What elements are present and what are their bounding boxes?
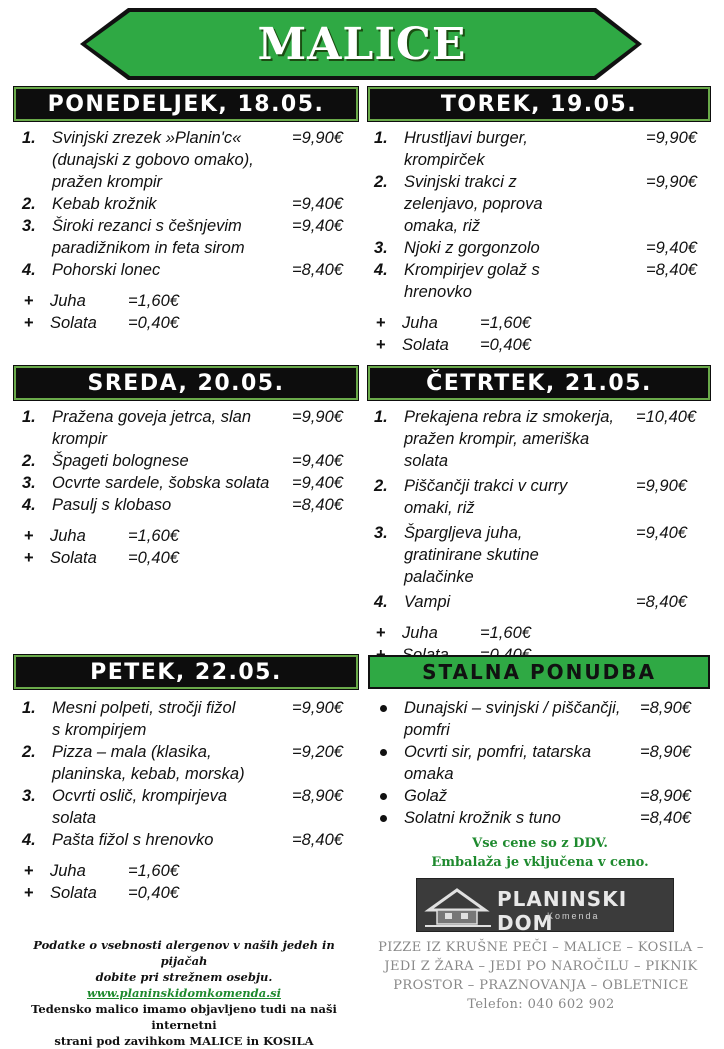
menu-item: Golaž =8,90€ xyxy=(374,785,708,807)
friday-menu xyxy=(22,697,360,904)
plus-icon: + xyxy=(24,527,34,545)
bullet-icon xyxy=(380,705,387,712)
item-number: 3. xyxy=(22,217,36,235)
menu-item xyxy=(22,193,360,215)
permanent-menu xyxy=(374,697,708,829)
monday-menu xyxy=(22,127,360,334)
menu-item: 4. Krompirjev golaž s hrenovko =8,40€ xyxy=(374,261,697,301)
menu-item: 3. Njoki z gorgonzolo =9,40€ xyxy=(374,239,697,257)
vat-note: Vse cene so z DDV. Embalaža je vključena v ceno. xyxy=(431,836,649,870)
menu-item: 3. Ocvrti oslič, krompirjeva solata =8,90€ xyxy=(22,787,343,827)
menu-item: 4. Vampi =8,40€ xyxy=(374,593,687,611)
item-price: =8,40€ xyxy=(292,261,343,279)
menu-item: 1. Hrustljavi burger, krompirček =9,90€ xyxy=(374,129,697,169)
plus-icon: + xyxy=(24,292,34,310)
plus-icon: + xyxy=(24,862,34,880)
bullet-icon xyxy=(380,815,387,822)
plus-icon: + xyxy=(376,336,386,354)
plus-icon: + xyxy=(24,884,34,902)
extra-salad: + Solata =0,40€ xyxy=(376,336,531,354)
item-price: =9,90€ xyxy=(292,129,343,147)
monday-header: PONEDELJEK, 18.05. xyxy=(14,87,358,121)
menu-item: 1. Mesni polpeti, stročji fižol s krompirjem =9,90€ xyxy=(22,699,343,739)
allergen-footnote: Podatke o vsebnosti alergenov v naših jedeh in pijačah dobite pri strežnem osebju. www.planinskidomkomenda.si Tedensko malico imamo objavljeno tudi na naši internetni strani pod zavihkom MALICE in KOSILA xyxy=(31,938,337,1048)
planinski-dom-logo xyxy=(416,878,674,935)
extra-soup: + Juha =1,60€ xyxy=(24,862,179,880)
logo-subtitle: Komenda xyxy=(547,911,600,921)
menu-item: 3. Ocvrte sardele, šobska solata =9,40€ xyxy=(22,474,343,492)
item-number: 1. xyxy=(22,129,36,147)
plus-icon: + xyxy=(24,314,34,332)
item-number: 2. xyxy=(22,195,36,213)
menu-item: 2. Svinjski trakci z zelenjavo, poprova omaka, riž =9,90€ xyxy=(374,173,697,235)
friday-header: PETEK, 22.05. xyxy=(14,655,358,689)
menu-item: 2. Špageti bolognese =9,40€ xyxy=(22,452,343,470)
logo-name: PLANINSKI DOM xyxy=(497,887,628,935)
menu-item xyxy=(22,215,360,259)
tagline xyxy=(374,938,708,1014)
menu-item: 2. Piščančji trakci v curry omaki, riž =9,90€ xyxy=(374,477,687,517)
menu-item: Ocvrti sir, pomfri, tatarska omaka =8,90€ xyxy=(374,741,708,785)
menu-item xyxy=(22,259,360,281)
item-price: =9,40€ xyxy=(292,217,343,235)
item-text: Široki rezanci s češnjevim paradižnikom in feta sirom xyxy=(52,217,245,257)
permanent-offer-header: STALNA PONUDBA xyxy=(368,655,710,689)
thursday-header: ČETRTEK, 21.05. xyxy=(368,366,710,400)
cabin-icon xyxy=(423,880,493,930)
menu-item: 2. Pizza – mala (klasika, planinska, kebab, morska) =9,20€ xyxy=(22,743,343,783)
bullet-icon xyxy=(380,793,387,800)
menu-item: Dunajski – svinjski / piščančji, pomfri =8,90€ xyxy=(374,697,708,741)
menu-item: 4. Pašta fižol s hrenovko =8,40€ xyxy=(22,831,343,849)
item-number: 4. xyxy=(22,261,36,279)
menu-item: 4. Pasulj s klobaso =8,40€ xyxy=(22,496,343,514)
website-link[interactable]: www.planinskidomkomenda.si xyxy=(86,986,281,1000)
services-text: PIZZE IZ KRUŠNE PEČI – MALICE – KOSILA – JEDI Z ŽARA – JEDI PO NAROČILU – PIKNIK PROSTOR – PRAZNOVANJA – OBLETNICE xyxy=(378,940,704,993)
thursday-menu xyxy=(374,406,708,666)
item-text: Svinjski zrezek »Planin'c« (dunajski z gobovo omako), pražen krompir xyxy=(52,129,254,191)
menu-item: Solatni krožnik s tuno =8,40€ xyxy=(374,807,708,829)
phone-number: Telefon: 040 602 902 xyxy=(467,997,615,1012)
tuesday-header: TOREK, 19.05. xyxy=(368,87,710,121)
menu-item: 1. Pražena goveja jetrca, slan krompir =9,90€ xyxy=(22,408,343,448)
extra-soup: + Juha =1,60€ xyxy=(24,292,179,310)
extra-soup: + Juha =1,60€ xyxy=(376,624,531,642)
menu-item xyxy=(22,127,360,193)
extra-salad: + Solata =0,40€ xyxy=(24,314,179,332)
extra-soup: + Juha =1,60€ xyxy=(376,314,531,332)
menu-item: 1. Prekajena rebra iz smokerja, pražen krompir, ameriška solata =10,40€ xyxy=(374,408,697,470)
item-text: Kebab krožnik xyxy=(52,195,157,213)
menu-item: 3. Šparglјeva juha, gratinirane skutine palačinke =9,40€ xyxy=(374,524,687,586)
wednesday-header: SREDA, 20.05. xyxy=(14,366,358,400)
item-text: Pohorski lonec xyxy=(52,261,161,279)
plus-icon: + xyxy=(376,314,386,332)
extra-salad: + Solata =0,40€ xyxy=(24,884,179,902)
extra-salad: + Solata =0,40€ xyxy=(24,549,179,567)
wednesday-menu xyxy=(22,406,360,569)
plus-icon: + xyxy=(24,549,34,567)
item-price: =9,40€ xyxy=(292,195,343,213)
page-title: MALICE xyxy=(257,19,467,70)
tuesday-menu xyxy=(374,127,708,356)
extra-soup: + Juha =1,60€ xyxy=(24,527,179,545)
bullet-icon xyxy=(380,749,387,756)
plus-icon: + xyxy=(376,624,386,642)
title-banner xyxy=(80,6,644,82)
